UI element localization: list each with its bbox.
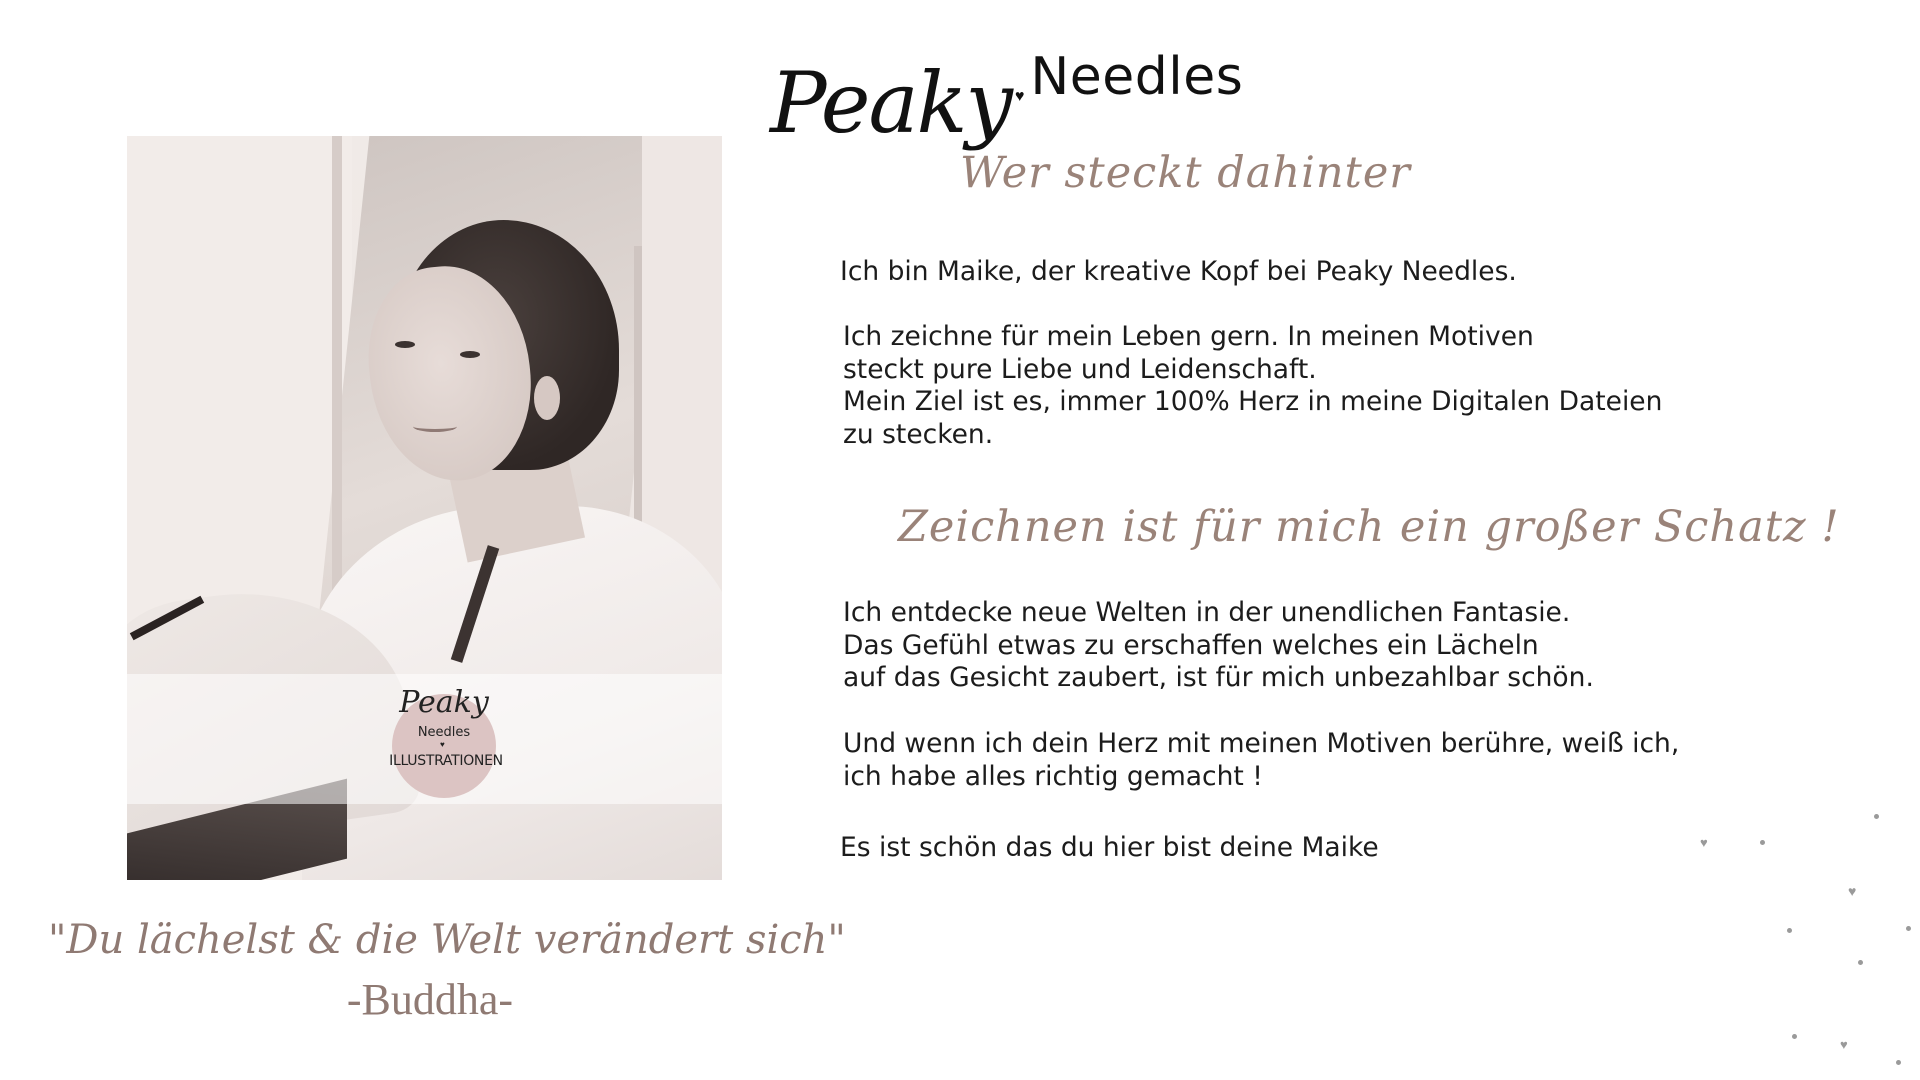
brand-name: Needles: [1030, 47, 1244, 107]
heart-icon: ♥: [1840, 1037, 1848, 1052]
dot-icon: [1787, 928, 1792, 933]
quote-text: "Du lächelst & die Welt verändert sich": [48, 917, 846, 963]
dot-icon: [1858, 960, 1863, 965]
intro-text: Ich bin Maike, der kreative Kopf bei Peaky Needles.: [840, 256, 1517, 287]
paragraph-3: Und wenn ich dein Herz mit meinen Motiven berühre, weiß ich, ich habe alles richtig gemacht !: [843, 728, 1680, 792]
tagline: Zeichnen ist für mich ein großer Schatz !: [898, 502, 1840, 552]
dot-icon: [1874, 814, 1879, 819]
dot-icon: [1792, 1034, 1797, 1039]
portrait-photo: [127, 136, 722, 880]
brand-logo: [770, 20, 1290, 152]
badge-label: ILLUSTRATIONEN: [389, 753, 503, 769]
badge-script: Peaky: [399, 685, 489, 720]
dot-icon: [1760, 840, 1765, 845]
brand-script-name: Peaky: [770, 54, 1011, 152]
section-subtitle: Wer steckt dahinter: [960, 148, 1411, 198]
dot-icon: [1906, 926, 1911, 931]
badge-name: Needles: [417, 725, 471, 740]
heart-icon: ♥: [1848, 883, 1857, 899]
illustrationen-badge: [362, 686, 512, 806]
paragraph-1: Ich zeichne für mein Leben gern. In meinen Motiven steckt pure Liebe und Leidenschaft. Mein Ziel ist es, immer 100% Herz in meine Digitalen Dateien zu stecken.: [843, 321, 1663, 450]
closing-text: Es ist schön das du hier bist deine Maike: [840, 832, 1379, 863]
paragraph-2: Ich entdecke neue Welten in der unendlichen Fantasie. Das Gefühl etwas zu erschaffen welches ein Lächeln auf das Gesicht zaubert, ist für mich unbezahlbar schön.: [843, 597, 1594, 693]
heart-icon: ♥: [1014, 88, 1025, 105]
heart-icon: ♥: [1700, 835, 1708, 850]
quote-author: -Buddha-: [346, 975, 514, 1024]
badge-heart-icon: ♥: [440, 740, 445, 749]
dot-icon: [1896, 1060, 1901, 1065]
